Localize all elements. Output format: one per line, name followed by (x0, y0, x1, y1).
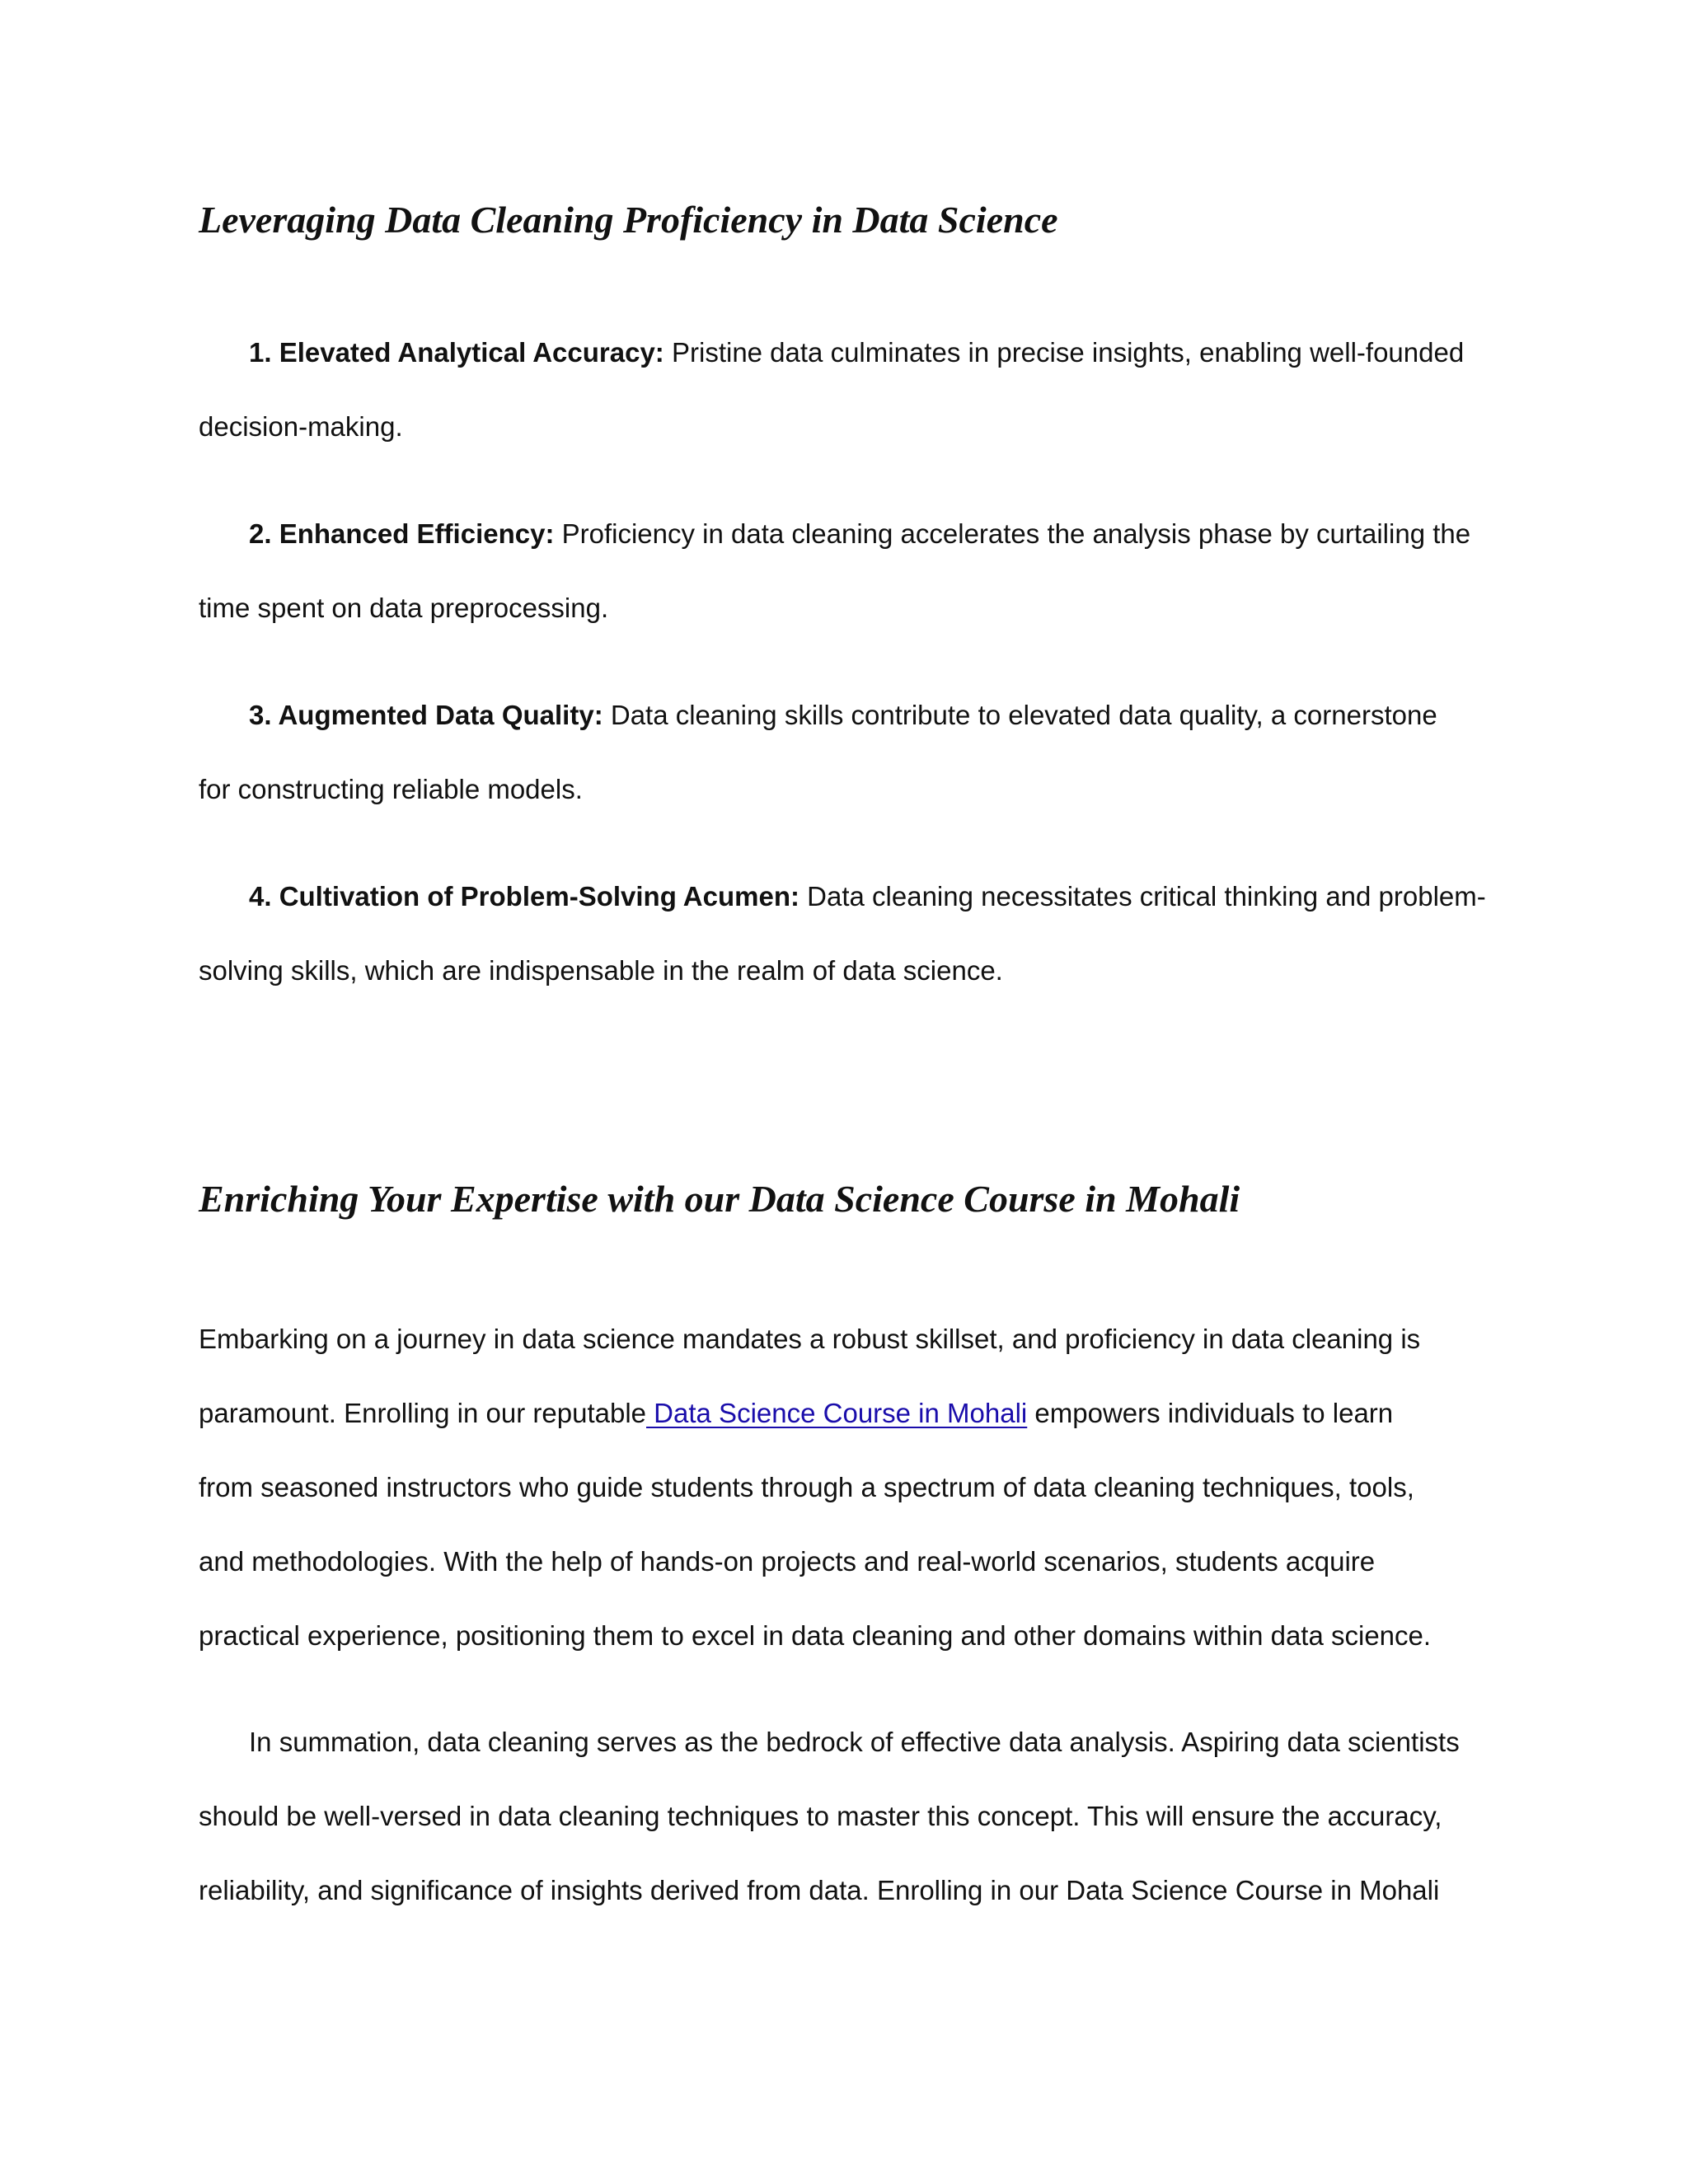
list-item (199, 497, 1501, 645)
list-item-title: 1. Elevated Analytical Accuracy: (249, 337, 664, 368)
list-item-first-line (199, 860, 1501, 934)
list-item-first-line (199, 316, 1501, 390)
list-item-text: Data cleaning skills contribute to elevated data quality, a cornerstone (603, 700, 1437, 730)
list-item (199, 860, 1501, 1008)
list-item-title: 3. Augmented Data Quality: (249, 700, 603, 730)
list-item-continuation: decision-making. (199, 411, 403, 442)
paragraph-text: paramount. Enrolling in our reputable (199, 1398, 647, 1428)
list-item (199, 316, 1501, 464)
section-heading-data-cleaning: Leveraging Data Cleaning Proficiency in Data Science (199, 199, 1058, 241)
summary-paragraph (199, 1705, 1501, 1928)
list-item-text: Data cleaning necessitates critical thinking and problem- (799, 881, 1486, 912)
list-item-continuation: solving skills, which are indispensable in the realm of data science. (199, 955, 1003, 986)
paragraph-text: empowers individuals to learn (1027, 1398, 1394, 1428)
paragraph-line: In summation, data cleaning serves as the bedrock of effective data analysis. Aspiring data scientists (249, 1727, 1460, 1757)
paragraph-line: from seasoned instructors who guide students through a spectrum of data cleaning techniques, tools, (199, 1472, 1414, 1502)
paragraph-line: reliability, and significance of insights derived from data. Enrolling in our Data Science Course in Mohali (199, 1875, 1440, 1905)
list-item-first-line (199, 497, 1501, 571)
course-link[interactable]: Data Science Course in Mohali (646, 1398, 1028, 1428)
paragraph-line: and methodologies. With the help of hands-on projects and real-world scenarios, students acquire (199, 1546, 1376, 1577)
list-item-text: Proficiency in data cleaning accelerates the analysis phase by curtailing the (554, 518, 1471, 549)
list-item-title: 4. Cultivation of Problem-Solving Acumen: (249, 881, 799, 912)
paragraph-line: practical experience, positioning them to excel in data cleaning and other domains within data science. (199, 1620, 1432, 1651)
paragraph-line: should be well-versed in data cleaning techniques to master this concept. This will ensure the accuracy, (199, 1801, 1442, 1831)
section-heading-course: Enriching Your Expertise with our Data Science Course in Mohali (199, 1178, 1240, 1220)
list-item-first-line (199, 678, 1501, 752)
list-item-title: 2. Enhanced Efficiency: (249, 518, 555, 549)
list-item-continuation: time spent on data preprocessing. (199, 593, 609, 623)
list-item (199, 678, 1501, 827)
paragraph-line-with-link (199, 1376, 1501, 1451)
course-paragraph (199, 1302, 1501, 1673)
paragraph-line: Embarking on a journey in data science mandates a robust skillset, and proficiency in data cleaning is (199, 1324, 1421, 1354)
list-item-continuation: for constructing reliable models. (199, 774, 583, 804)
list-item-text: Pristine data culminates in precise insights, enabling well-founded (663, 337, 1465, 368)
